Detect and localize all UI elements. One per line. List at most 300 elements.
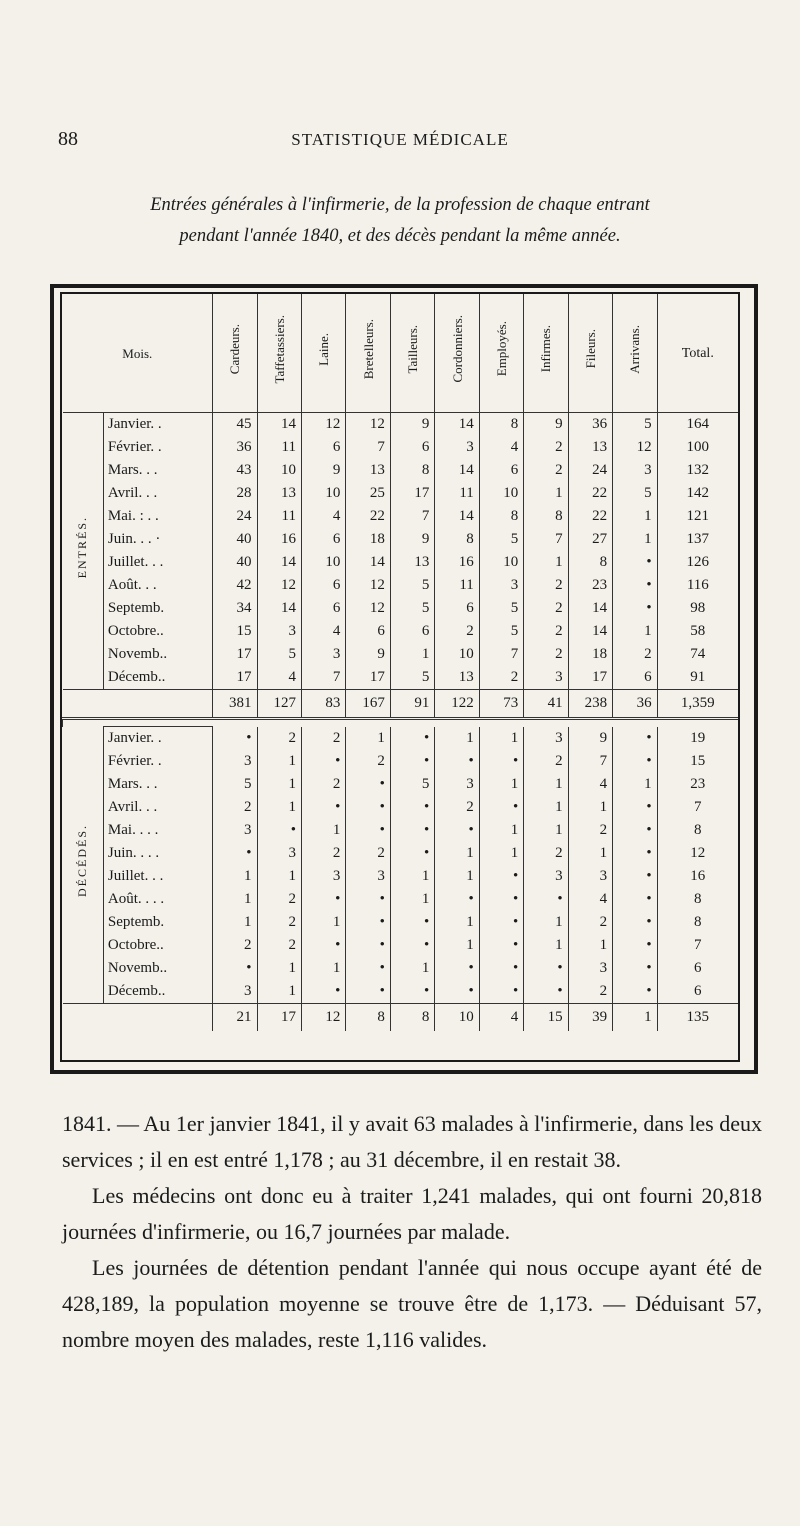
table-row (63, 574, 739, 597)
paragraph-1841: 1841. — Au 1er janvier 1841, il y avait 63 malades à l'infirmerie, dans les deux services ; il en est entré 1,178 ; au 31 décembre, il en restait 38. (62, 1111, 762, 1172)
sum-cell: 41 (524, 690, 568, 719)
value-cell: • (613, 888, 657, 911)
value-cell: 14 (257, 551, 301, 574)
value-cell: 1 (613, 620, 657, 643)
total-cell: 164 (657, 413, 738, 437)
month-cell: Octobre.. (103, 934, 212, 957)
value-cell: 12 (346, 413, 390, 437)
value-cell: 2 (568, 819, 612, 842)
value-cell: 5 (479, 597, 523, 620)
value-cell: 16 (257, 528, 301, 551)
value-cell: • (346, 934, 390, 957)
total-cell: 132 (657, 459, 738, 482)
value-cell: 1 (613, 528, 657, 551)
value-cell: 1 (213, 911, 257, 934)
month-cell: Septemb. (103, 911, 212, 934)
value-cell: 1 (568, 934, 612, 957)
month-cell: Août. . . . (103, 888, 212, 911)
value-cell: 24 (213, 505, 257, 528)
value-cell: 1 (257, 773, 301, 796)
value-cell: 34 (213, 597, 257, 620)
sum-cell: 91 (390, 690, 434, 719)
value-cell: 2 (435, 620, 479, 643)
sum-row (63, 1004, 739, 1032)
value-cell: 8 (524, 505, 568, 528)
value-cell: • (346, 888, 390, 911)
value-cell: • (301, 934, 345, 957)
value-cell: • (257, 819, 301, 842)
sum-cell: 83 (301, 690, 345, 719)
value-cell: • (346, 796, 390, 819)
value-cell: 1 (613, 505, 657, 528)
value-cell: 10 (301, 482, 345, 505)
value-cell: • (613, 842, 657, 865)
table-row (63, 528, 739, 551)
value-cell: • (435, 980, 479, 1004)
month-cell: Février. . (103, 436, 212, 459)
value-cell: 3 (346, 865, 390, 888)
total-cell: 7 (657, 934, 738, 957)
value-cell: • (479, 888, 523, 911)
value-cell: • (613, 750, 657, 773)
month-cell: Juin. . . . (103, 842, 212, 865)
value-cell: • (301, 980, 345, 1004)
sum-cell: 127 (257, 690, 301, 719)
value-cell: 6 (613, 666, 657, 690)
value-cell: 22 (568, 482, 612, 505)
value-cell: 14 (257, 597, 301, 620)
table-row (63, 459, 739, 482)
value-cell: 3 (435, 773, 479, 796)
value-cell: 1 (524, 773, 568, 796)
value-cell: 1 (257, 796, 301, 819)
table-caption (60, 190, 740, 252)
value-cell: 7 (479, 643, 523, 666)
value-cell: • (390, 727, 434, 751)
value-cell: 40 (213, 551, 257, 574)
paragraph-medecins: Les médecins ont donc eu à traiter 1,241 malades, qui ont fourni 20,818 journées d'infirmerie, ou 16,7 journées par malade. (62, 1183, 762, 1244)
grand-total-cell: 135 (657, 1004, 738, 1032)
value-cell: • (435, 750, 479, 773)
group-separator (63, 719, 739, 727)
value-cell: 5 (390, 773, 434, 796)
sum-cell: 10 (435, 1004, 479, 1032)
value-cell: • (613, 727, 657, 751)
column-header-laine: Laine. (301, 294, 345, 413)
value-cell: 8 (479, 413, 523, 437)
statistics-body (63, 413, 739, 1032)
column-header-total: Total. (657, 294, 738, 413)
caption-line-2: pendant l'année 1840, et des décès pendant la même année. (179, 226, 621, 246)
value-cell: • (390, 842, 434, 865)
column-header-taffetassiers: Taffetassiers. (257, 294, 301, 413)
value-cell: 3 (568, 865, 612, 888)
sum-cell: 8 (390, 1004, 434, 1032)
value-cell: 25 (346, 482, 390, 505)
column-header-bretelleurs: Bretelleurs. (346, 294, 390, 413)
value-cell: 1 (301, 911, 345, 934)
value-cell: 5 (613, 482, 657, 505)
value-cell: 1 (435, 911, 479, 934)
value-cell: 4 (479, 436, 523, 459)
value-cell: • (346, 773, 390, 796)
value-cell: • (613, 574, 657, 597)
value-cell: 6 (301, 528, 345, 551)
total-cell: 8 (657, 888, 738, 911)
value-cell: 1 (390, 888, 434, 911)
value-cell: 12 (301, 413, 345, 437)
value-cell: 2 (524, 842, 568, 865)
value-cell: 5 (390, 597, 434, 620)
value-cell: 22 (346, 505, 390, 528)
table-row (63, 436, 739, 459)
value-cell: 11 (257, 436, 301, 459)
month-cell: Mai. : . . (103, 505, 212, 528)
table-row (63, 666, 739, 690)
total-cell: 6 (657, 957, 738, 980)
statistics-table (62, 294, 738, 1031)
value-cell: 10 (435, 643, 479, 666)
month-cell: Septemb. (103, 597, 212, 620)
value-cell: 4 (257, 666, 301, 690)
month-cell: Octobre.. (103, 620, 212, 643)
sum-cell: 381 (213, 690, 257, 719)
value-cell: 11 (435, 482, 479, 505)
value-cell: • (479, 934, 523, 957)
value-cell: 1 (390, 643, 434, 666)
total-cell: 16 (657, 865, 738, 888)
value-cell: 12 (613, 436, 657, 459)
column-header-fileurs: Fileurs. (568, 294, 612, 413)
total-cell: 19 (657, 727, 738, 751)
month-cell: Décemb.. (103, 666, 212, 690)
column-header-cardeurs: Cardeurs. (213, 294, 257, 413)
table-row (63, 727, 739, 751)
total-cell: 100 (657, 436, 738, 459)
value-cell: 1 (435, 934, 479, 957)
paragraph-journees: Les journées de détention pendant l'année qui nous occupe ayant été de 428,189, la population moyenne se trouve être de 1,173. — Déduisant 57, nombre moyen des malades, reste 1,116 valides. (62, 1255, 762, 1352)
value-cell: 13 (435, 666, 479, 690)
value-cell: 5 (479, 620, 523, 643)
sum-row (63, 690, 739, 719)
value-cell: 4 (301, 505, 345, 528)
value-cell: 3 (568, 957, 612, 980)
value-cell: 1 (301, 819, 345, 842)
value-cell: 1 (257, 865, 301, 888)
table-row (63, 750, 739, 773)
value-cell: 10 (479, 551, 523, 574)
total-cell: 15 (657, 750, 738, 773)
value-cell: 3 (435, 436, 479, 459)
sum-cell: 73 (479, 690, 523, 719)
value-cell: 17 (213, 643, 257, 666)
value-cell: 42 (213, 574, 257, 597)
table-row (63, 643, 739, 666)
value-cell: 5 (613, 413, 657, 437)
value-cell: • (390, 934, 434, 957)
value-cell: 1 (568, 796, 612, 819)
value-cell: 12 (257, 574, 301, 597)
value-cell: 36 (213, 436, 257, 459)
value-cell: • (346, 957, 390, 980)
value-cell: • (390, 796, 434, 819)
value-cell: • (213, 842, 257, 865)
column-header-tailleurs: Tailleurs. (390, 294, 434, 413)
value-cell: 2 (257, 911, 301, 934)
value-cell: • (524, 957, 568, 980)
sum-cell: 8 (346, 1004, 390, 1032)
value-cell: 6 (301, 597, 345, 620)
value-cell: 3 (257, 620, 301, 643)
value-cell: 14 (435, 459, 479, 482)
value-cell: 1 (346, 727, 390, 751)
grand-total-cell: 1,359 (657, 690, 738, 719)
table-row (63, 934, 739, 957)
value-cell: • (479, 957, 523, 980)
value-cell: 1 (524, 911, 568, 934)
value-cell: 7 (524, 528, 568, 551)
total-cell: 91 (657, 666, 738, 690)
value-cell: 2 (435, 796, 479, 819)
value-cell: • (346, 980, 390, 1004)
value-cell: 2 (524, 597, 568, 620)
total-cell: 23 (657, 773, 738, 796)
value-cell: 1 (524, 482, 568, 505)
total-cell: 7 (657, 796, 738, 819)
value-cell: 10 (301, 551, 345, 574)
month-cell: Janvier. . (103, 413, 212, 437)
month-cell: Mai. . . . (103, 819, 212, 842)
table-row (63, 796, 739, 819)
column-header-arrivans: Arrivans. (613, 294, 657, 413)
total-cell: 137 (657, 528, 738, 551)
total-cell: 98 (657, 597, 738, 620)
value-cell: 1 (390, 865, 434, 888)
value-cell: 1 (301, 957, 345, 980)
value-cell: 8 (479, 505, 523, 528)
total-cell: 126 (657, 551, 738, 574)
value-cell: 40 (213, 528, 257, 551)
value-cell: 13 (390, 551, 434, 574)
value-cell: 7 (301, 666, 345, 690)
value-cell: 6 (346, 620, 390, 643)
table-row (63, 597, 739, 620)
value-cell: 7 (568, 750, 612, 773)
sum-cell: 1 (613, 1004, 657, 1032)
value-cell: 2 (257, 888, 301, 911)
sum-cell: 21 (213, 1004, 257, 1032)
value-cell: • (524, 980, 568, 1004)
value-cell: 3 (524, 727, 568, 751)
total-cell: 74 (657, 643, 738, 666)
value-cell: • (613, 796, 657, 819)
value-cell: 3 (524, 666, 568, 690)
value-cell: • (390, 980, 434, 1004)
value-cell: 36 (568, 413, 612, 437)
value-cell: 9 (390, 528, 434, 551)
value-cell: 17 (213, 666, 257, 690)
value-cell: • (613, 980, 657, 1004)
value-cell: 5 (390, 574, 434, 597)
value-cell: • (390, 819, 434, 842)
value-cell: • (479, 796, 523, 819)
value-cell: 43 (213, 459, 257, 482)
value-cell: 1 (213, 888, 257, 911)
column-header-infirmes: Infirmes. (524, 294, 568, 413)
value-cell: 2 (524, 459, 568, 482)
sum-cell: 12 (301, 1004, 345, 1032)
value-cell: 6 (301, 436, 345, 459)
value-cell: 15 (213, 620, 257, 643)
value-cell: 22 (568, 505, 612, 528)
value-cell: 8 (390, 459, 434, 482)
value-cell: • (613, 597, 657, 620)
table-row (63, 957, 739, 980)
value-cell: 13 (257, 482, 301, 505)
value-cell: 5 (213, 773, 257, 796)
month-cell: Juin. . . · (103, 528, 212, 551)
value-cell: • (613, 911, 657, 934)
value-cell: 1 (524, 819, 568, 842)
value-cell: 2 (568, 911, 612, 934)
value-cell: 28 (213, 482, 257, 505)
value-cell: • (301, 796, 345, 819)
table-row (63, 413, 739, 437)
value-cell: 8 (568, 551, 612, 574)
month-cell: Avril. . . (103, 796, 212, 819)
value-cell: 4 (568, 773, 612, 796)
value-cell: 11 (257, 505, 301, 528)
value-cell: 1 (435, 865, 479, 888)
sum-cell: 238 (568, 690, 612, 719)
table-row (63, 620, 739, 643)
value-cell: 3 (524, 865, 568, 888)
value-cell: 6 (479, 459, 523, 482)
total-cell: 6 (657, 980, 738, 1004)
value-cell: 18 (568, 643, 612, 666)
value-cell: 2 (479, 666, 523, 690)
month-cell: Novemb.. (103, 643, 212, 666)
value-cell: 1 (524, 796, 568, 819)
value-cell: 9 (301, 459, 345, 482)
value-cell: • (613, 957, 657, 980)
total-cell: 8 (657, 911, 738, 934)
value-cell: 17 (346, 666, 390, 690)
value-cell: 9 (346, 643, 390, 666)
value-cell: 1 (435, 842, 479, 865)
value-cell: 9 (568, 727, 612, 751)
value-cell: • (524, 888, 568, 911)
total-cell: 58 (657, 620, 738, 643)
value-cell: • (213, 957, 257, 980)
value-cell: • (479, 980, 523, 1004)
value-cell: 3 (301, 643, 345, 666)
value-cell: • (613, 819, 657, 842)
value-cell: 2 (524, 643, 568, 666)
table-row (63, 842, 739, 865)
value-cell: 1 (479, 819, 523, 842)
caption-line-1: Entrées générales à l'infirmerie, de la profession de chaque entrant (150, 195, 650, 215)
value-cell: 2 (346, 750, 390, 773)
value-cell: 3 (301, 865, 345, 888)
sum-cell: 4 (479, 1004, 523, 1032)
value-cell: 16 (435, 551, 479, 574)
sum-row-spacer (63, 690, 213, 719)
value-cell: 2 (346, 842, 390, 865)
value-cell: 6 (435, 597, 479, 620)
value-cell: 2 (524, 750, 568, 773)
value-cell: 14 (346, 551, 390, 574)
month-cell: Juillet. . . (103, 551, 212, 574)
value-cell: 2 (301, 727, 345, 751)
body-text (62, 1106, 762, 1358)
sum-row-spacer (63, 1004, 213, 1032)
value-cell: • (346, 911, 390, 934)
month-cell: Décemb.. (103, 980, 212, 1004)
value-cell: 2 (568, 980, 612, 1004)
value-cell: • (301, 750, 345, 773)
value-cell: • (435, 888, 479, 911)
value-cell: • (435, 819, 479, 842)
value-cell: 9 (524, 413, 568, 437)
table-row (63, 888, 739, 911)
value-cell: 6 (301, 574, 345, 597)
group-label: DÉCÉDÉS. (75, 824, 90, 898)
value-cell: 1 (479, 727, 523, 751)
total-cell: 8 (657, 819, 738, 842)
value-cell: 1 (435, 727, 479, 751)
value-cell: 2 (524, 436, 568, 459)
value-cell: 7 (346, 436, 390, 459)
column-header-cordonniers: Cordonniers. (435, 294, 479, 413)
value-cell: • (390, 750, 434, 773)
value-cell: 45 (213, 413, 257, 437)
value-cell: 18 (346, 528, 390, 551)
value-cell: 1 (568, 842, 612, 865)
value-cell: 14 (568, 597, 612, 620)
table-row (63, 819, 739, 842)
month-cell: Mars. . . (103, 773, 212, 796)
sum-cell: 36 (613, 690, 657, 719)
table-row (63, 865, 739, 888)
header-row (63, 294, 739, 413)
column-header-employes: Employés. (479, 294, 523, 413)
value-cell: 3 (213, 750, 257, 773)
value-cell: 5 (390, 666, 434, 690)
value-cell: • (479, 911, 523, 934)
value-cell: 17 (568, 666, 612, 690)
sum-cell: 15 (524, 1004, 568, 1032)
group-label: ENTRÉS. (75, 515, 90, 579)
value-cell: 3 (213, 980, 257, 1004)
table-row (63, 505, 739, 528)
sum-cell: 17 (257, 1004, 301, 1032)
month-cell: Novemb.. (103, 957, 212, 980)
value-cell: 27 (568, 528, 612, 551)
value-cell: 1 (390, 957, 434, 980)
value-cell: 12 (346, 597, 390, 620)
value-cell: • (213, 727, 257, 751)
month-cell: Août. . . (103, 574, 212, 597)
value-cell: 14 (568, 620, 612, 643)
table-row (63, 773, 739, 796)
total-cell: 121 (657, 505, 738, 528)
month-cell: Janvier. . (103, 727, 212, 751)
value-cell: 2 (301, 773, 345, 796)
value-cell: 2 (524, 574, 568, 597)
value-cell: 24 (568, 459, 612, 482)
total-cell: 12 (657, 842, 738, 865)
